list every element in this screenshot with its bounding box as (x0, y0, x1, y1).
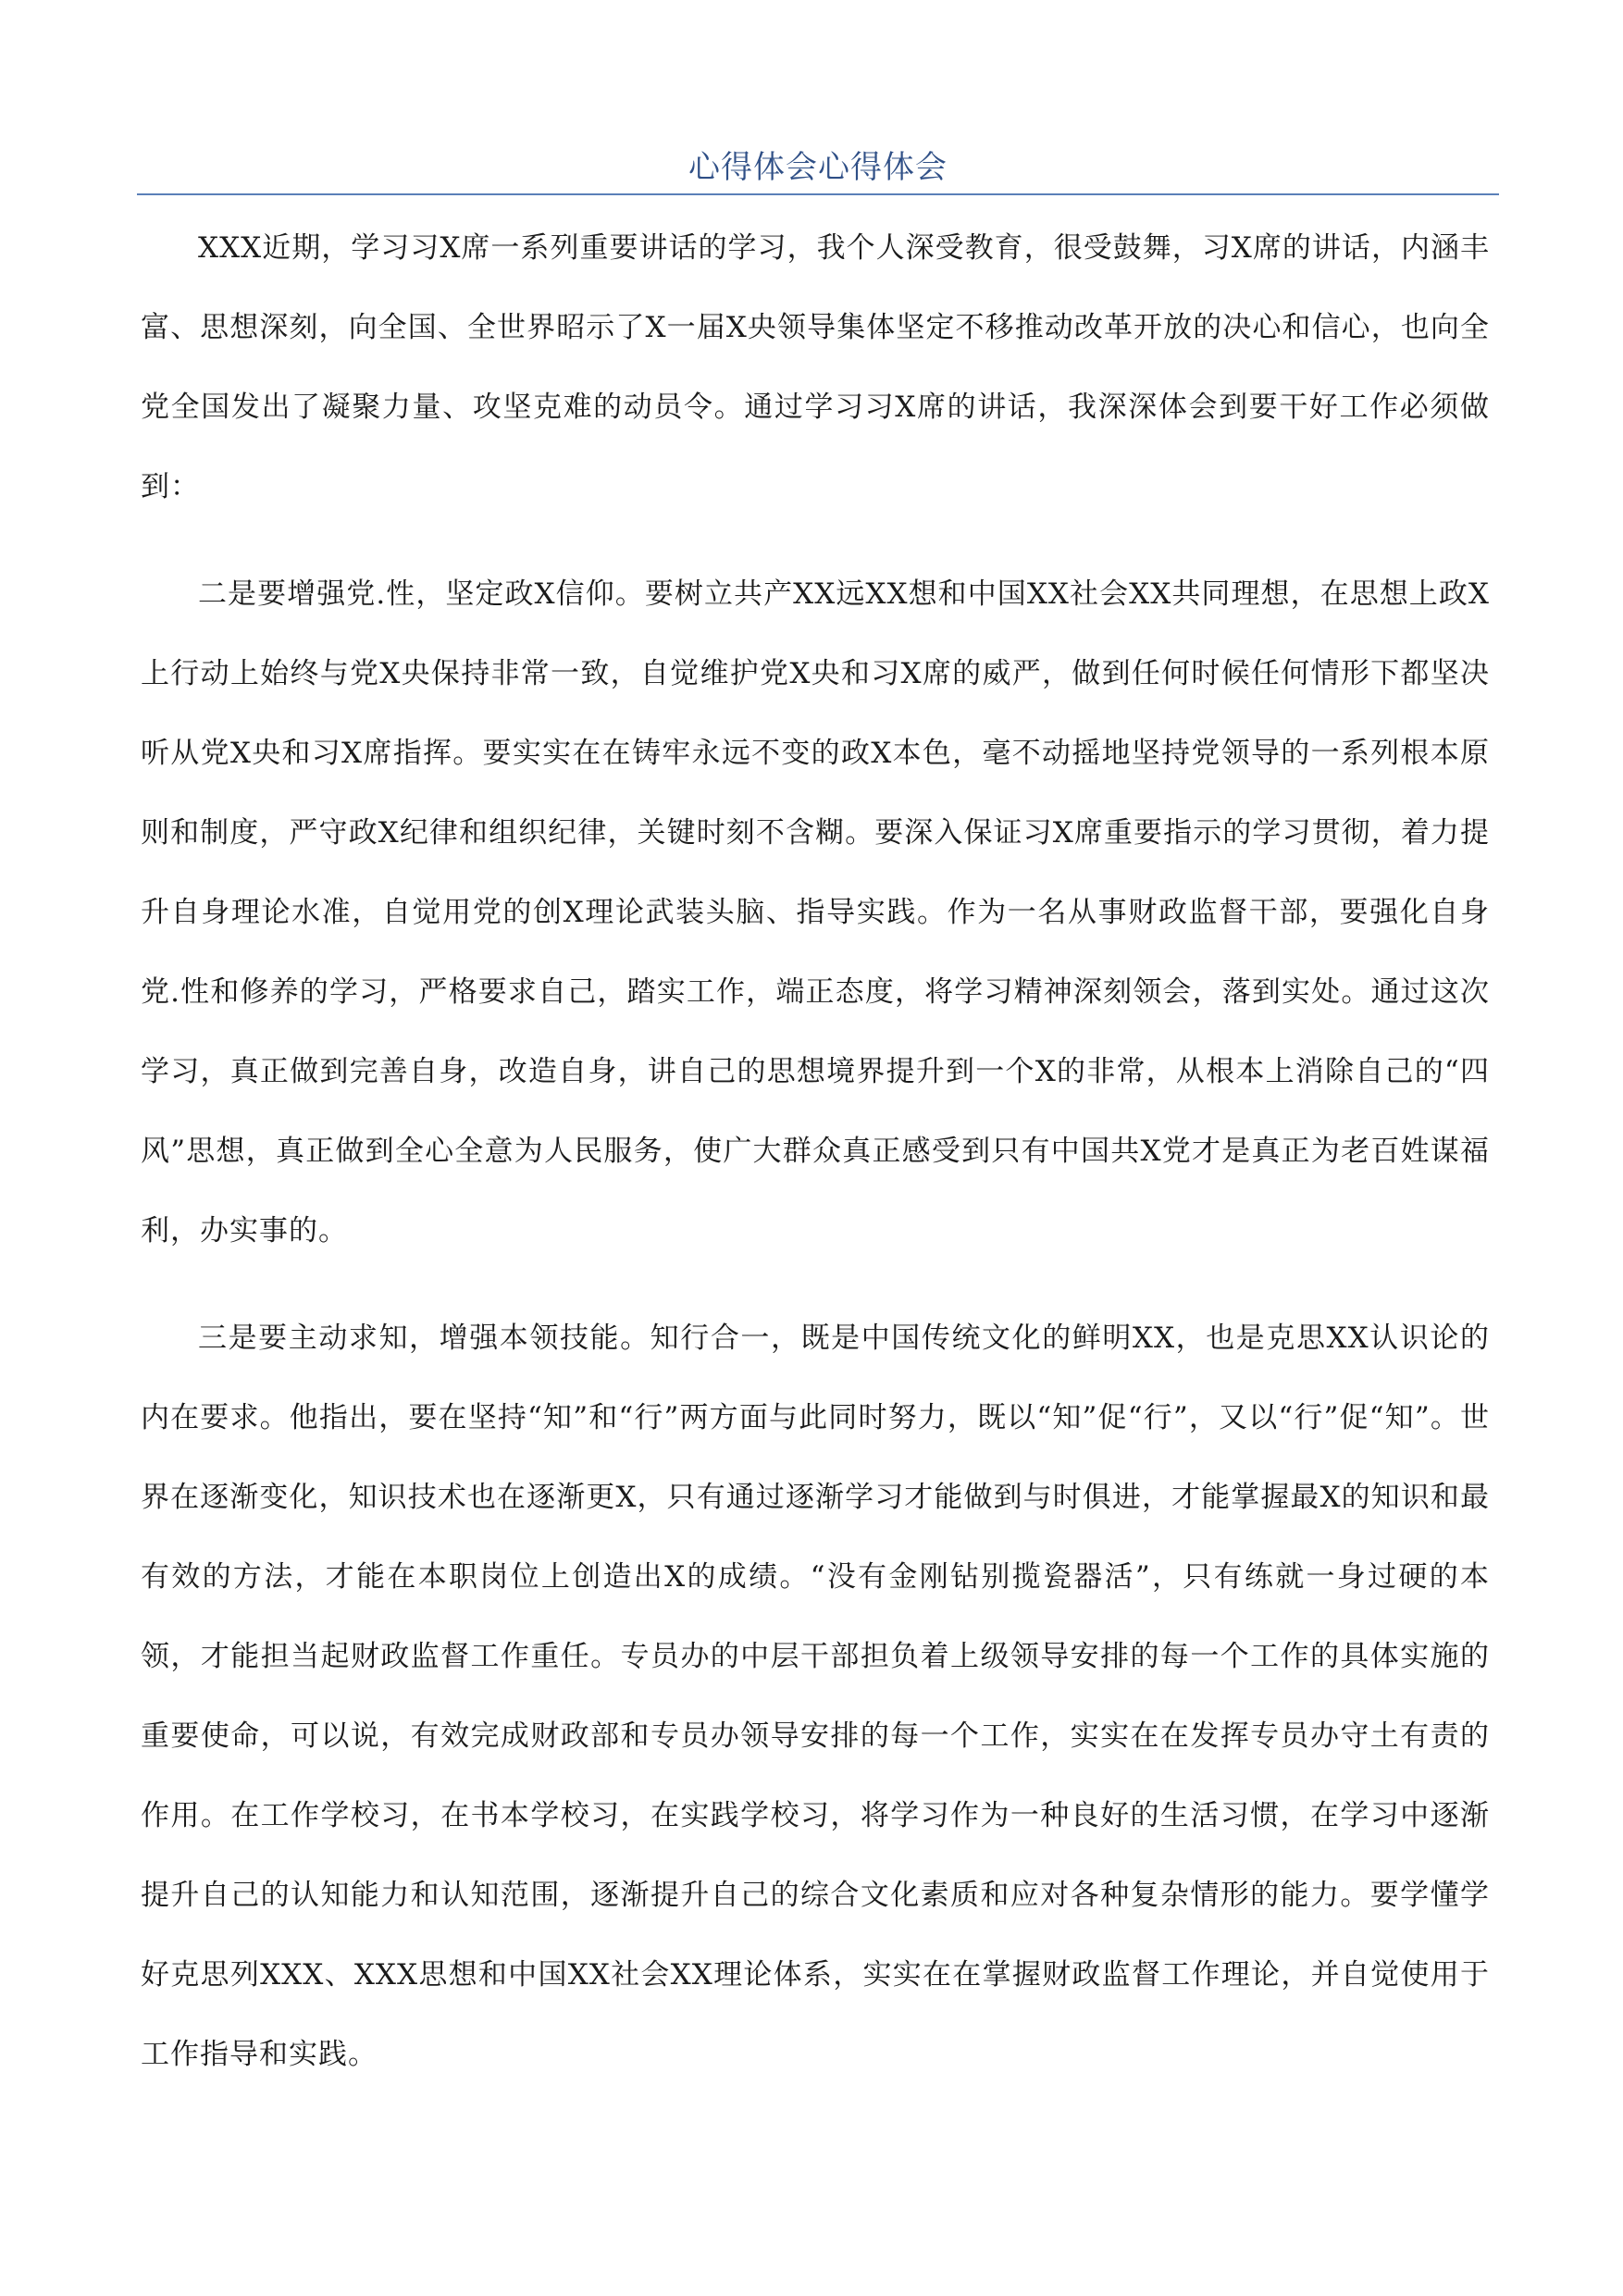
header-title: 心得体会心得体会 (688, 149, 948, 186)
paragraph-seek-knowledge: 三是要主动求知，增强本领技能。知行合一，既是中国传统文化的鲜明XX，也是克思XX认识论的内在要求。他指出，要在坚持“知”和“行”两方面与此同时努力，既以“知”促“行”，又以“行”促“知”。世界在逐渐变化，知识技术也在逐渐更X，只有通过逐渐学习才能做到与时俱进，才能掌握最X的知识和最有效的方法，才能在本职岗位上创造出X的成绩。“没有金刚钻别揽瓷器活”，只有练就一身过硬的本领，才能担当起财政监督工作重任。专员办的中层干部担负着上级领导安排的每一个工作的具体实施的重要使命，可以说，有效完成财政部和专员办领导安排的每一个工作，实实在在发挥专员办守土有责的作用。在工作学校习，在书本学校习，在实践学校习，将学习作为一种良好的生活习惯，在学习中逐渐提升自己的认知能力和认知范围，逐渐提升自己的综合文化素质和应对各种复杂情形的能力。要学懂学好克思列XXX、XXX思想和中国XX社会XX理论体系，实实在在掌握财政监督工作理论，并自觉使用于工作指导和实践。 (141, 1322, 1490, 2071)
paragraph-intro: XXX近期，学习习X席一系列重要讲话的学习，我个人深受教育，很受鼓舞，习X席的讲话，内涵丰富、思想深刻，向全国、全世界昭示了X一届X央领导集体坚定不移推动改革开放的决心和信心，也向全党全国发出了凝聚力量、攻坚克难的动员令。通过学习习X席的讲话，我深深体会到要干好工作必须做到： (141, 231, 1490, 503)
page-header (137, 134, 1499, 195)
paragraph-party-spirit: 二是要增强党.性，坚定政X信仰。要树立共产XX远XX想和中国XX社会XX共同理想，在思想上政X上行动上始终与党X央保持非常一致，自觉维护党X央和习X席的威严，做到任何时候任何情形下都坚决听从党X央和习X席指挥。要实实在在铸牢永远不变的政X本色，毫不动摇地坚持党领导的一系列根本原则和制度，严守政X纪律和组织纪律，关键时刻不含糊。要深入保证习X席重要指示的学习贯彻，着力提升自身理论水准，自觉用党的创X理论武装头脑、指导实践。作为一名从事财政监督干部，要强化自身党.性和修养的学习，严格要求自己，踏实工作，端正态度，将学习精神深刻领会，落到实处。通过这次学习，真正做到完善自身，改造自身，讲自己的思想境界提升到一个X的非常，从根本上消除自己的“四风”思想，真正做到全心全意为人民服务，使广大群众真正感受到只有中国共X党才是真正为老百姓谋福利，办实事的。 (141, 577, 1490, 1247)
document-body (141, 208, 1490, 2122)
